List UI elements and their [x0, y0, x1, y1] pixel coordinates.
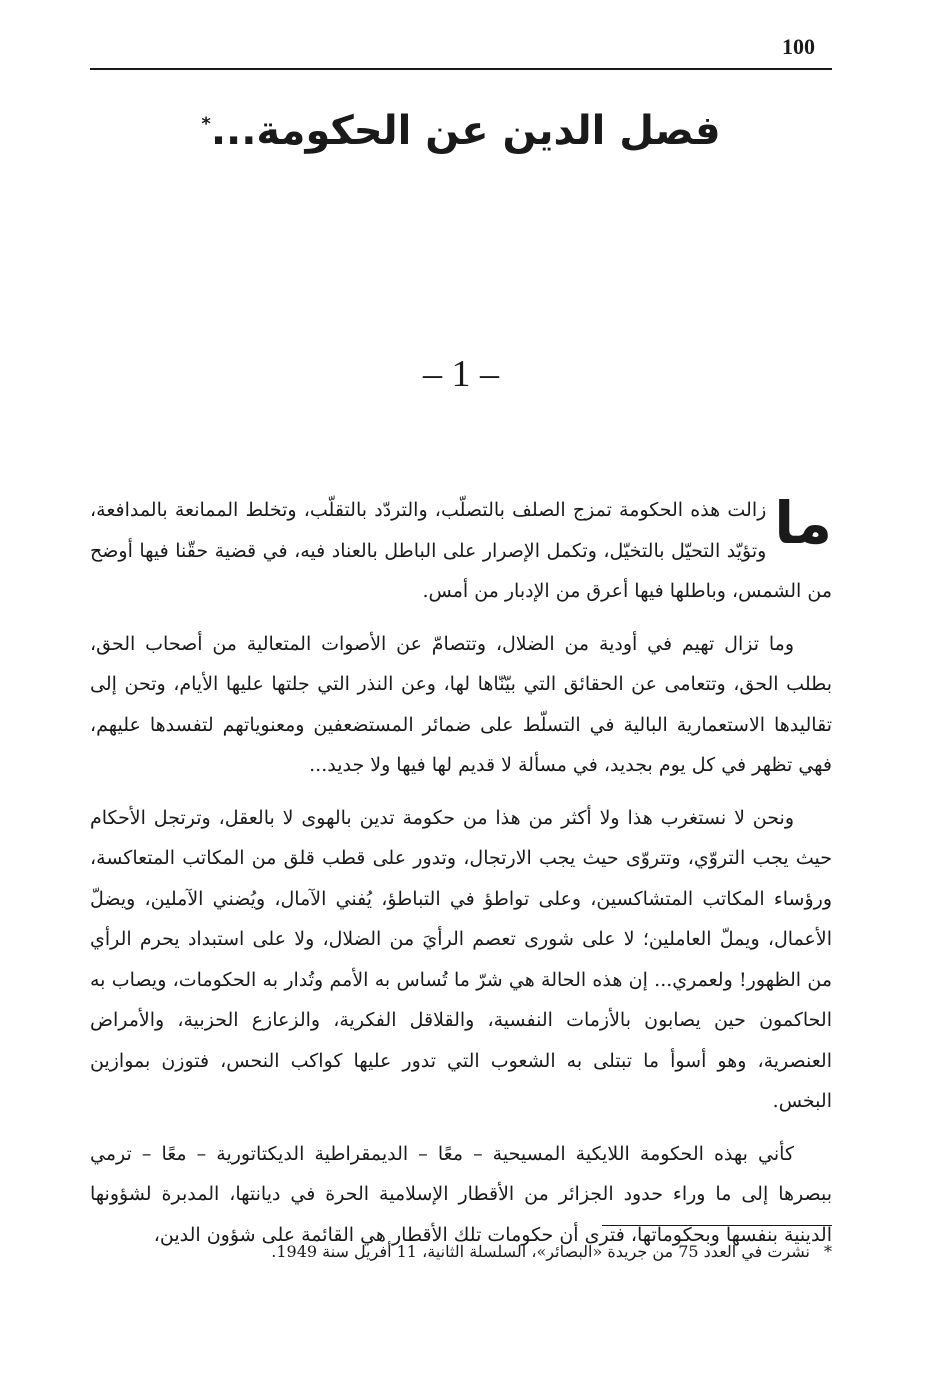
- drop-cap: ما: [774, 489, 832, 557]
- paragraph-2: وما تزال تهيم في أودية من الضلال، وتتصامّ عن الأصوات المتعالية من أصحاب الحق، بطلب الحق، وتتعامى عن الحقائق التي بيّنّاها لها، وعن النذر التي جلتها عليها الأيام، وتحن إلى تقاليدها الاستعمارية البالية في التسلّط على ضمائر المستضعفين ومعنوياتهم لتفسدها عليهم، فهي تظهر في كل يوم بجديد، في مسألة لا قديم لها فيها ولا جديد...: [90, 632, 832, 776]
- header-rule: [90, 68, 832, 70]
- footnote-rule: [602, 1225, 832, 1226]
- footnote: [90, 1238, 832, 1266]
- paragraph-1: [90, 490, 832, 612]
- page-title: [90, 108, 832, 154]
- title-text: فصل الدين عن الحكومة...: [210, 108, 721, 154]
- section-number: – 1 –: [423, 353, 499, 395]
- title-footnote-marker: *: [201, 113, 211, 135]
- footnote-marker: *: [824, 1242, 832, 1261]
- paragraph-1-text: زالت هذه الحكومة تمزج الصلف بالتصلّب، والتردّد بالتقلّب، وتخلط الممانعة بالمدافعة، وتؤيّد التحيّل بالتخيّل، وتكمل الإصرار على الباطل بالعناد فيه، في قضية حقّنا فيها أوضح من الشمس، وباطلها فيها أعرق من الإدبار من أمس.: [90, 499, 832, 602]
- page-number: 100: [782, 34, 815, 59]
- paragraph-3: ونحن لا نستغرب هذا ولا أكثر من هذا من حكومة تدين بالهوى لا بالعقل، وترتجل الأحكام حيث يجب التروّي، وتتروّى حيث يجب الارتجال، وتدور على قطب قلق من المكاتب المتعاكسة، ورؤساء المكاتب المتشاكسين، وعلى تواطؤ في التباطؤ، يُفني الآمال، ويُضني الآملين، ويضلّ الأعمال، ويملّ العاملين؛ لا على شورى تعصم الرأيَ من الضلال، ولا على استبداد يحرم الرأي من الظهور! ولعمري... إن هذه الحالة هي شرّ ما تُساس به الأمم وتُدار به الحكومات، ويصاب به الحاكمون حين يصابون بالأزمات النفسية، والقلاقل الفكرية، والزعازع الحزبية، والأمراض العنصرية، وهو أسوأ ما تبتلى به الشعوب التي تدور عليها كواكب النحس، فتوزن بموازين البخس.: [90, 806, 832, 1112]
- paragraph-4: كأني بهذه الحكومة اللايكية المسيحية – معًا – الديمقراطية الديكتاتورية – معًا – ترمي ببصرها إلى ما وراء حدود الجزائر من الأقطار الإسلامية الحرة في ديانتها، المدبرة لشؤونها الدينية بنفسها وبحكوماتها، فترى أن حكومات تلك الأقطار هي القائمة على شؤون الدين،: [90, 1142, 832, 1246]
- footnote-text: نشرت في العدد 75 من جريدة «البصائر»، السلسلة الثانية، 11 أفريل سنة 1949.: [271, 1242, 810, 1261]
- body-text: [90, 490, 832, 1267]
